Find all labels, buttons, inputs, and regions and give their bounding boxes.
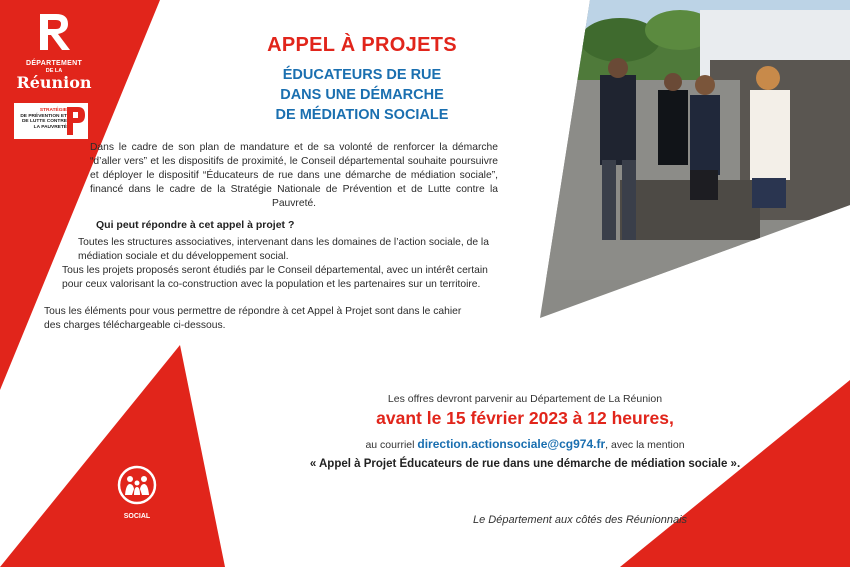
strategy-line-2: DE PRÉVENTION ET [20,113,67,119]
answer-paragraph-1 [70,236,498,264]
page-subtitle [150,65,574,125]
strategy-line-3: DE LUTTE CONTRE [21,119,67,125]
strategy-line-4: LA PAUVRETÉ [33,124,67,130]
footer-tagline: Le Département aux côtés des Réunionnais [472,514,688,526]
strategy-badge [14,103,88,139]
subtitle-line-2: DANS UNE DÉMARCHE [280,87,444,103]
social-label: SOCIAL [123,513,151,520]
logo-line-1: DÉPARTEMENT [25,60,83,67]
email-line [300,437,750,451]
logo-line-2: DE LA [45,68,63,74]
answer-1-text: Toutes les structures associatives, intervenant dans les domaines de l’action sociale, de la médiation sociale et du développement social. [78,237,489,262]
logo-r-icon [34,10,74,52]
departement-logo [14,10,94,92]
answer-2-text: Tous les projets proposés seront étudiés par le Conseil départemental, avec un intérêt certain pour ceux valorisant la co-construction avec la population et les partenaires sur un territoire. [62,265,488,290]
deadline-text: avant le 15 février 2023 à 12 heures, [376,408,674,428]
offers-text: Les offres devront parvenir au Département de La Réunion [387,393,663,405]
bottom-left-red-triangle [0,345,225,567]
page-title: APPEL À PROJETS [267,34,457,56]
mail-suffix: , avec la mention [605,439,685,451]
social-people-icon [117,465,157,505]
question-heading: Qui peut répondre à cet appel à projet ? [96,219,295,231]
strategy-line-1: STRATÉGIE [39,108,67,113]
logo-line-3: Réunion [16,73,92,92]
social-badge [112,465,162,527]
mail-prefix: au courriel [365,439,415,451]
answer-paragraph-3 [44,305,480,333]
mention-text: « Appel à Projet Éducateurs de rue dans une démarche de médiation sociale ». [309,458,741,470]
strategy-p-icon [67,107,85,135]
subtitle-line-3: DE MÉDIATION SOCIALE [275,107,449,123]
answer-paragraph-2 [62,264,498,292]
answer-3-text: Tous les éléments pour vous permettre de répondre à cet Appel à Projet sont dans le cahier des charges téléchargeable ci-dessous. [44,306,462,331]
intro-paragraph: Dans le cadre de son plan de mandature et de sa volonté de renforcer la démarche “d’aller vers” et les dispositifs de proximité, le Conseil départemental souhaite poursuivre et déployer le dispositif “Éducateurs de rue dans une démarche de médiation sociale”, financé dans le cadre de la Stratégie Nationale de Prévention et de Lutte contre la Pauvreté. [90,142,498,209]
email-link[interactable]: direction.actionsociale@cg974.fr [417,437,606,451]
street-educators-photo [540,0,850,318]
subtitle-line-1: ÉDUCATEURS DE RUE [282,67,442,83]
